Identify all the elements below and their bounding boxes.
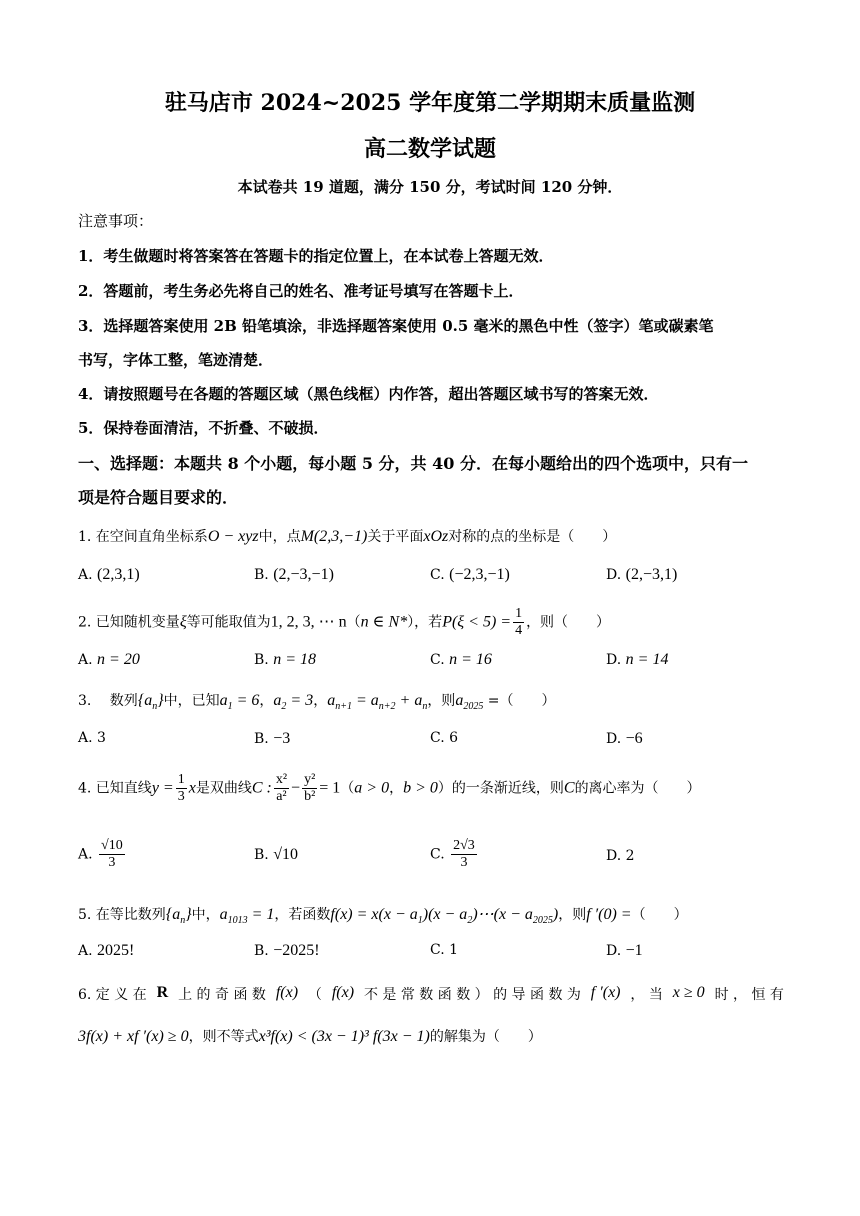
q3-text-k: =（ ） xyxy=(483,693,556,709)
q4-option-c-label: C. xyxy=(430,846,445,863)
q3-text-g: ， xyxy=(313,693,328,709)
q3-math-d xyxy=(219,692,260,713)
q3-f-part: a xyxy=(273,692,282,709)
q5-b-close: } xyxy=(185,906,192,923)
q4-text-r: ）的一条渐近线，则 xyxy=(437,780,564,797)
q5-option-d xyxy=(606,942,643,960)
q3-option-c: C. 6 xyxy=(430,730,459,746)
q3-option-b xyxy=(254,730,290,748)
q2-option-a-value: n = 20 xyxy=(97,651,140,668)
q2-text-g: ），若 xyxy=(407,614,443,631)
q3-math-f xyxy=(273,692,314,713)
q4-frac-3-num: y² xyxy=(304,772,316,787)
q2-option-a xyxy=(78,651,140,669)
note-item-1: 1．考生做题时将答案答在答题卡的指定位置上，在本试卷上答题无效． xyxy=(78,247,554,265)
q4-math-e: x xyxy=(188,779,196,797)
q1-option-b-value: (2,−3,−1) xyxy=(273,566,334,583)
q2-math-b: ξ xyxy=(179,613,187,631)
q4-option-b xyxy=(254,846,298,864)
q4-minus: − xyxy=(291,779,301,797)
q6-text-i: ， 当 xyxy=(630,987,663,1003)
q4-option-c-num: 2√3 xyxy=(453,838,475,853)
section-heading-line2: 项是符合题目要求的． xyxy=(78,488,239,507)
q4-frac-1-den: 3 xyxy=(177,789,185,804)
q5-option-d-value: −1 xyxy=(625,942,643,959)
q5-math-f xyxy=(330,906,559,927)
q4-frac-2 xyxy=(274,772,289,805)
question-6-line-1 xyxy=(78,984,784,1004)
q5-d-sub: 1013 xyxy=(227,915,248,927)
q1-option-c xyxy=(430,566,510,584)
q2-math-d: 1, 2, 3, ⋯ n xyxy=(270,613,347,631)
q5-option-d-label: D. xyxy=(606,943,622,959)
q6-math-fprime: f ′(x) xyxy=(590,984,621,1001)
q5-text-e: ，若函数 xyxy=(274,907,331,923)
q2-option-b xyxy=(254,651,316,669)
q5-f-sub1: 1 xyxy=(417,915,423,927)
q3-math-j xyxy=(455,692,484,713)
note-item-3-cont: 书写，字体工整，笔迹清楚． xyxy=(78,351,274,369)
q5-math-b xyxy=(165,906,192,927)
q4-math-o: a > 0 xyxy=(354,779,390,797)
q5-option-a-value: 2025! xyxy=(97,942,135,959)
q2-option-b-value: n = 18 xyxy=(273,651,316,668)
q1-option-a-label: A. xyxy=(78,567,93,583)
q1-option-d-label: D. xyxy=(606,567,622,583)
q1-option-b xyxy=(254,566,334,584)
q2-frac-num: 1 xyxy=(515,606,523,621)
q4-frac-2-den: a² xyxy=(276,789,287,804)
note-item-2: 2．答题前，考生务必先将自己的姓名、准考证号填写在答题卡上． xyxy=(78,282,524,300)
q3-j-part: a xyxy=(455,692,464,709)
q6-math-x: x ≥ 0 xyxy=(672,984,705,1001)
q1-option-b-label: B. xyxy=(254,567,269,583)
q4-option-a-den: 3 xyxy=(108,855,116,870)
q2-option-d-value: n = 14 xyxy=(625,651,669,668)
q5-option-b-value: −2025! xyxy=(273,942,320,959)
q3-option-d-value: −6 xyxy=(625,730,643,747)
q3-option-b-label: B. xyxy=(254,731,269,747)
question-4 xyxy=(78,772,701,805)
q4-option-c-frac xyxy=(451,838,477,871)
question-6-line-2 xyxy=(78,1026,542,1046)
q4-text-p: ， xyxy=(389,780,404,797)
section-heading-line1: 一、选择题：本题共 8 个小题，每小题 5 分，共 40 分．在每小题给出的四个选项中，只有一 xyxy=(78,454,748,473)
exam-subtitle: 高二数学试题 xyxy=(363,136,496,162)
q3-h-sub1: n+1 xyxy=(335,701,352,713)
q1-option-a xyxy=(78,566,140,584)
q2-option-c-label: C. xyxy=(430,652,445,668)
q1-option-c-label: C. xyxy=(430,567,445,583)
q3-f-sub: 2 xyxy=(281,701,287,713)
q5-b-sub: n xyxy=(180,915,186,927)
question-2 xyxy=(78,606,610,639)
q1-text-c: 中，点 xyxy=(258,529,301,545)
q3-b-part: {a xyxy=(137,692,153,709)
q1-text-g: 对称的点的坐标是（ ） xyxy=(448,529,617,545)
q2-fraction xyxy=(513,606,524,639)
q6-math-fx-2: f(x) xyxy=(331,984,355,1001)
q2-math-f: n ∈ N* xyxy=(360,613,408,631)
q3-b-close: } xyxy=(157,692,164,709)
q3-h-b: = a xyxy=(351,692,379,709)
q1-text-e: 关于平面 xyxy=(367,529,424,545)
q2-math-h: P(ξ < 5) = xyxy=(442,613,512,631)
q3-text-a: 3. 数列 xyxy=(78,693,138,709)
q4-frac-1 xyxy=(176,772,187,805)
q1-math-f: xOz xyxy=(423,528,449,545)
q2-frac-den: 4 xyxy=(515,623,523,638)
q5-text-c: 中， xyxy=(191,907,220,923)
q4-frac-3-den: b² xyxy=(304,789,316,804)
q5-f-sub3: 2025 xyxy=(532,915,553,927)
q6-math-inequality: x³f(x) < (3x − 1)³ f(3x − 1) xyxy=(258,1028,430,1045)
q3-d-sub: 1 xyxy=(227,701,233,713)
q3-h-c: + a xyxy=(395,692,423,709)
q2-option-b-label: B. xyxy=(254,652,269,668)
q4-frac-3 xyxy=(302,772,317,805)
q4-frac-1-num: 1 xyxy=(177,772,185,787)
q5-f-sub2: 2 xyxy=(467,915,473,927)
q4-option-a-label: A. xyxy=(78,846,93,863)
q6-math-condition: 3f(x) + xf ′(x) ≥ 0 xyxy=(78,1028,189,1045)
q2-text-e: （ xyxy=(346,614,361,631)
q1-text-a: 1. 在空间直角坐标系 xyxy=(78,529,208,545)
q3-option-d-label: D. xyxy=(606,731,622,747)
q1-math-d: M(2,3,−1) xyxy=(300,528,368,545)
note-item-3: 3．选择题答案使用 2B 铅笔填涂，非选择题答案使用 0.5 毫米的黑色中性（签字）笔或碳素笔 xyxy=(78,317,714,335)
question-3 xyxy=(78,690,556,712)
q6-text-l2d: 的解集为（ ） xyxy=(429,1029,542,1045)
q2-option-a-label: A. xyxy=(78,652,93,668)
q4-text-n: （ xyxy=(340,780,355,797)
q2-option-d-label: D. xyxy=(606,652,622,668)
q1-option-c-value: (−2,3,−1) xyxy=(449,566,510,583)
q6-math-fx: f(x) xyxy=(275,984,299,1001)
q3-h-sub3: n xyxy=(422,701,428,713)
q5-text-i: （ ） xyxy=(631,907,688,923)
q5-math-d xyxy=(219,906,275,927)
q5-b-part: {a xyxy=(165,906,181,923)
q5-option-a-label: A. xyxy=(78,943,93,959)
q2-text-k: ，则（ ） xyxy=(526,614,611,631)
q3-h-a: a xyxy=(327,692,336,709)
q6-text-l2b: ，则不等式 xyxy=(188,1029,259,1045)
q4-option-b-value: √10 xyxy=(273,846,298,863)
question-1 xyxy=(78,526,616,546)
q3-text-i: ，则 xyxy=(427,693,456,709)
q5-option-a xyxy=(78,942,134,960)
q4-option-a xyxy=(78,838,127,871)
notes-heading: 注意事项： xyxy=(78,212,154,230)
q3-option-b-value: −3 xyxy=(273,730,291,747)
q4-text-t: 的离心率为（ ） xyxy=(574,780,701,797)
q3-j-sub: 2025 xyxy=(463,701,484,713)
q1-math-b: O − xyz xyxy=(207,528,259,545)
q3-h-sub2: n+2 xyxy=(378,701,396,713)
q2-text-a: 2. 已知随机变量 xyxy=(78,614,180,631)
q3-f-val: = 3 xyxy=(286,692,314,709)
q5-f-3: )⋯(x − a xyxy=(472,906,533,923)
q4-option-a-num: √10 xyxy=(101,838,123,853)
q5-option-c: C. 1 xyxy=(430,942,459,958)
q4-option-c-den: 3 xyxy=(460,855,468,870)
q6-text-g: 不 是 常 数 函 数 ） 的 导 函 数 为 xyxy=(363,987,581,1003)
q3-text-c: 中，已知 xyxy=(163,693,220,709)
q4-math-s: C xyxy=(563,779,575,797)
q3-d-part: a xyxy=(219,692,228,709)
q4-math-q: b > 0 xyxy=(403,779,438,797)
q6-text-e: （ xyxy=(307,987,322,1003)
q5-option-b xyxy=(254,942,320,960)
question-5 xyxy=(78,904,688,926)
q5-f-2: )(x − a xyxy=(422,906,468,923)
q4-frac-2-num: x² xyxy=(275,772,288,787)
q3-d-val: = 6 xyxy=(232,692,260,709)
q2-option-c-value: n = 16 xyxy=(449,651,492,668)
q4-option-b-label: B. xyxy=(254,847,269,863)
q4-math-g: C : xyxy=(251,779,272,797)
q3-b-sub: n xyxy=(152,701,158,713)
note-item-5: 5．保持卷面清洁，不折叠、不破损． xyxy=(78,419,329,437)
q5-option-b-label: B. xyxy=(254,943,269,959)
q5-d-part: a xyxy=(219,906,228,923)
q1-option-d xyxy=(606,566,677,584)
q5-math-h: f ′(0) = xyxy=(586,906,632,923)
exam-title: 驻马店市 2024~2025 学年度第二学期期末质量监测 xyxy=(164,90,696,116)
q3-math-h xyxy=(327,692,428,713)
q3-text-e: ， xyxy=(259,693,274,709)
q5-d-val: = 1 xyxy=(247,906,275,923)
q1-option-d-value: (2,−3,1) xyxy=(625,566,678,583)
q6-text-c: 上 的 奇 函 数 xyxy=(178,987,266,1003)
q4-option-a-frac xyxy=(99,838,125,871)
q1-option-a-value: (2,3,1) xyxy=(97,566,140,583)
q4-option-c xyxy=(430,838,479,871)
q5-text-a: 5. 在等比数列 xyxy=(78,907,166,923)
q5-f-1: f(x) = x(x − a xyxy=(330,906,418,923)
q5-text-g: ，则 xyxy=(558,907,587,923)
q5-f-4: ) xyxy=(552,906,559,923)
exam-info: 本试卷共 19 道题，满分 150 分，考试时间 120 分钟． xyxy=(237,178,623,196)
q4-text-f: 是双曲线 xyxy=(195,780,252,797)
q2-option-c xyxy=(430,651,492,669)
q2-text-c: 等可能取值为 xyxy=(186,614,271,631)
q3-option-d xyxy=(606,730,643,748)
q4-math-b: y = xyxy=(151,779,174,797)
q6-text-k: 时 ， 恒 有 xyxy=(714,987,784,1003)
q3-math-b xyxy=(137,692,164,713)
q6-text-a: 6. 定 义 在 xyxy=(78,987,147,1003)
note-item-4: 4．请按照题号在各题的答题区域（黑色线框）内作答，超出答题区域书写的答案无效． xyxy=(78,385,659,403)
q6-math-r: R xyxy=(156,984,169,1001)
q4-eq: = 1 xyxy=(319,779,341,797)
q4-option-d: D. 2 xyxy=(606,848,635,864)
q4-text-a: 4. 已知直线 xyxy=(78,780,152,797)
q3-option-a: A. 3 xyxy=(78,730,106,746)
q2-option-d xyxy=(606,651,668,669)
